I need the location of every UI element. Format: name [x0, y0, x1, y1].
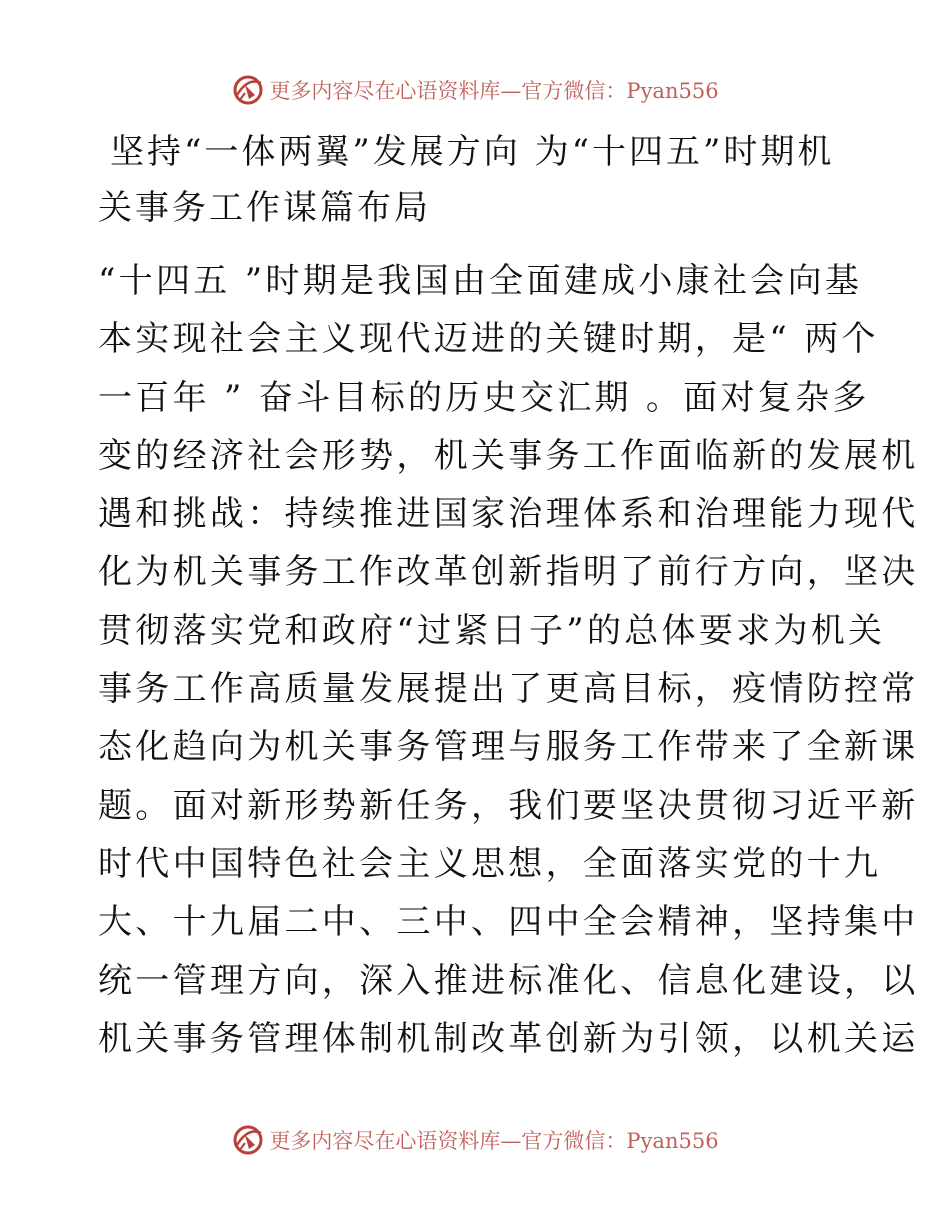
body-line: 态化趋向为机关事务管理与服务工作带来了全新课: [98, 727, 919, 768]
header-watermark-text: 更多内容尽在心语资料库—官方微信：Pyan556: [269, 79, 719, 103]
body-line: 机关事务管理体制机制改革创新为引领，以机关运: [98, 1018, 919, 1059]
header-watermark-banner: [0, 70, 950, 110]
pen-nib-logo-icon: [231, 73, 265, 107]
body-line: 时代中国特色社会主义思想，全面落实党的十九: [98, 843, 882, 884]
title-line: 关事务工作谋篇布局: [98, 188, 431, 228]
title-line: 坚持“一体两翼”发展方向 为“十四五”时期机: [110, 132, 835, 172]
body-line: 一百年 ” 奋斗目标的历史交汇期 。面对复杂多: [98, 377, 870, 418]
body-line: 事务工作高质量发展提出了更高目标，疫情防控常: [98, 669, 919, 710]
body-line: 题。面对新形势新任务，我们要坚决贯彻习近平新: [98, 785, 919, 826]
body-line: 遇和挑战：持续推进国家治理体系和治理能力现代: [98, 494, 919, 535]
footer-watermark-banner: [0, 1120, 950, 1160]
body-line: “十四五 ”时期是我国由全面建成小康社会向基: [98, 261, 863, 301]
body-line: 化为机关事务工作改革创新指明了前行方向，坚决: [98, 552, 919, 593]
document-title: [98, 124, 858, 236]
body-line: 统一管理方向，深入推进标准化、信息化建设，以: [98, 960, 919, 1001]
body-line: 变的经济社会形势，机关事务工作面临新的发展机: [98, 435, 919, 476]
body-line: 贯彻落实党和政府“过紧日子”的总体要求为机关: [98, 610, 886, 651]
body-line: 大、十九届二中、三中、四中全会精神，坚持集中: [98, 902, 919, 943]
body-paragraph: [98, 252, 919, 1068]
footer-watermark-text: 更多内容尽在心语资料库—官方微信：Pyan556: [269, 1129, 719, 1153]
body-line: 本实现社会主义现代迈进的关键时期，是“ 两个: [98, 319, 879, 360]
pen-nib-logo-icon: [231, 1123, 265, 1157]
